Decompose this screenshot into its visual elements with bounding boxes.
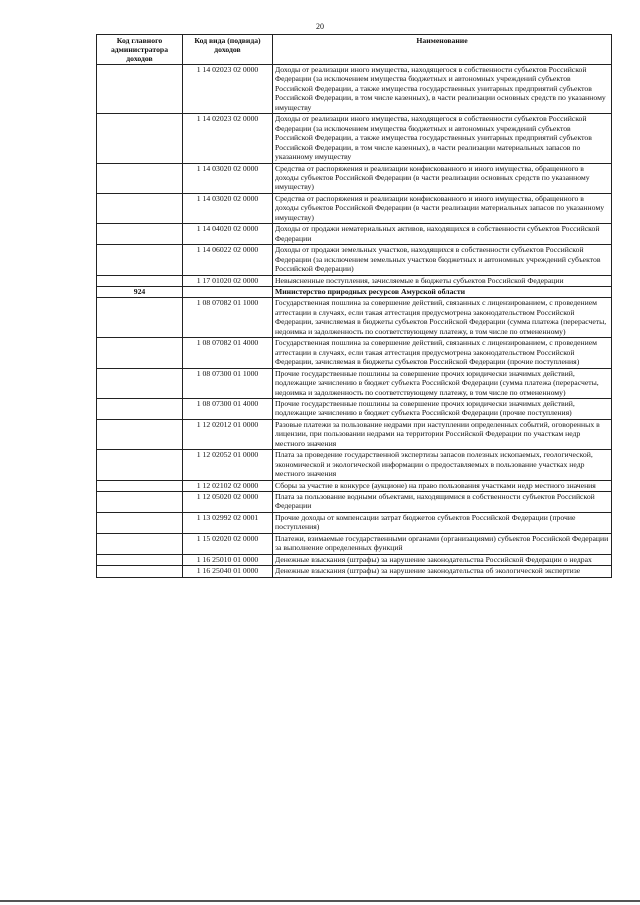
kind-code-cell: 1 12 05020 02 0000 [183,492,273,513]
kind-code-cell: 1 08 07300 01 1000 [183,368,273,398]
name-cell: Государственная пошлина за совершение действий, связанных с лицензированием, с проведением аттестации в случаях, если такая аттестация предусмотрена законодательством Российской Федерации, зачисляемая в бюджеты субъектов Российской Федерации (прочие поступления) [273,338,612,368]
kind-code-cell: 1 14 06022 02 0000 [183,245,273,275]
name-cell: Денежные взыскания (штрафы) за нарушение законодательства Российской Федерации о недрах [273,554,612,565]
name-cell: Государственная пошлина за совершение действий, связанных с лицензированием, с проведением аттестации в случаях, если такая аттестация предусмотрена законодательством Российской Федерации, зачисляемая в бюджеты субъектов Российской Федерации (сумма платежа (перерасчеты, недоимка и задолженность по соответствующему платежу, в том числе по отмененному) [273,298,612,338]
table-row [97,398,612,419]
admin-code-cell [97,163,183,193]
kind-code-cell: 1 14 04020 02 0000 [183,224,273,245]
admin-code-cell [97,298,183,338]
admin-code-cell [97,368,183,398]
name-cell: Доходы от реализации иного имущества, находящегося в собственности субъектов Российской Федерации (за исключением имущества бюджетных и автономных учреждений субъектов Российской Федерации, а также имущества государственных унитарных предприятий субъектов Российской Федерации, в том числе казенных), в части реализации материальных запасов по указанному имуществу [273,114,612,163]
admin-code-cell [97,114,183,163]
revenue-codes-table [96,34,612,578]
name-cell: Доходы от продажи нематериальных активов, находящихся в собственности субъектов Российской Федерации [273,224,612,245]
kind-code-cell: 1 08 07082 01 4000 [183,338,273,368]
table-row [97,566,612,577]
page-number: 20 [316,22,324,31]
table-row [97,419,612,449]
name-cell: Невыясненные поступления, зачисляемые в бюджеты субъектов Российской Федерации [273,275,612,286]
kind-code-cell: 1 13 02992 02 0001 [183,512,273,533]
table-row [97,533,612,554]
admin-code-cell [97,512,183,533]
kind-code-cell: 1 14 03020 02 0000 [183,163,273,193]
table-row [97,480,612,491]
name-cell: Платежи, взимаемые государственными органами (организациями) субъектов Российской Федерации за выполнение определенных функций [273,533,612,554]
name-cell: Разовые платежи за пользование недрами при наступлении определенных событий, оговоренных в лицензии, при пользовании недрами на территории Российской Федерации по участкам недр местного значения [273,419,612,449]
section-name-cell: Министерство природных ресурсов Амурской области [273,286,612,297]
name-cell: Средства от распоряжения и реализации конфискованного и иного имущества, обращенного в доходы субъектов Российской Федерации (в части реализации основных средств по указанному имуществу) [273,163,612,193]
kind-code-cell: 1 15 02020 02 0000 [183,533,273,554]
name-cell: Доходы от продажи земельных участков, находящихся в собственности субъектов Российской Федерации (за исключением земельных участков бюджетных и автономных учреждений субъектов Российской Федерации) [273,245,612,275]
kind-code-cell [183,286,273,297]
name-cell: Сборы за участие в конкурсе (аукционе) на право пользования участками недр местного значения [273,480,612,491]
table-row [97,163,612,193]
table-row [97,450,612,480]
name-cell: Плата за пользование водными объектами, находящимися в собственности субъектов Российской Федерации [273,492,612,513]
kind-code-cell: 1 14 02023 02 0000 [183,114,273,163]
admin-code-cell [97,450,183,480]
kind-code-cell: 1 16 25040 01 0000 [183,566,273,577]
name-cell: Прочие доходы от компенсации затрат бюджетов субъектов Российской Федерации (прочие поступления) [273,512,612,533]
admin-code-cell [97,533,183,554]
name-cell: Доходы от реализации иного имущества, находящегося в собственности субъектов Российской Федерации (за исключением имущества бюджетных и автономных учреждений субъектов Российской Федерации, а также имущества государственных унитарных предприятий субъектов Российской Федерации, в том числе казенных), в части реализации основных средств по указанному имуществу [273,65,612,114]
admin-code-cell [97,492,183,513]
table-header [97,35,612,65]
admin-code-cell [97,419,183,449]
admin-code-cell [97,338,183,368]
kind-code-cell: 1 16 25010 01 0000 [183,554,273,565]
kind-code-cell: 1 08 07082 01 1000 [183,298,273,338]
kind-code-cell: 1 14 03020 02 0000 [183,193,273,223]
admin-code-cell [97,398,183,419]
table-row [97,298,612,338]
table-row [97,338,612,368]
kind-code-cell: 1 08 07300 01 4000 [183,398,273,419]
admin-code-cell [97,193,183,223]
table-row [97,554,612,565]
name-cell: Средства от распоряжения и реализации конфискованного и иного имущества, обращенного в доходы субъектов Российской Федерации (в части реализации материальных запасов по указанному имуществу) [273,193,612,223]
name-cell: Денежные взыскания (штрафы) за нарушение законодательства об экологической экспертизе [273,566,612,577]
section-row [97,286,612,297]
kind-code-cell: 1 17 01020 02 0000 [183,275,273,286]
admin-code-cell: 924 [97,286,183,297]
kind-code-cell: 1 12 02102 02 0000 [183,480,273,491]
table-row [97,492,612,513]
header-kind-code: Код вида (подвида) доходов [183,35,273,65]
table-row [97,65,612,114]
admin-code-cell [97,224,183,245]
kind-code-cell: 1 12 02012 01 0000 [183,419,273,449]
name-cell: Прочие государственные пошлины за совершение прочих юридически значимых действий, подлежащие зачислению в бюджет субъекта Российской Федерации (сумма платежа (перерасчеты, недоимка и задолженность по соответствующему платежу, в том числе по отмененному) [273,368,612,398]
kind-code-cell: 1 14 02023 02 0000 [183,65,273,114]
admin-code-cell [97,245,183,275]
admin-code-cell [97,566,183,577]
table-row [97,245,612,275]
admin-code-cell [97,554,183,565]
table-row [97,512,612,533]
header-admin-code: Код главного администратора доходов [97,35,183,65]
name-cell: Прочие государственные пошлины за совершение прочих юридически значимых действий, подлежащие зачислению в бюджет субъекта Российской Федерации (прочие поступления) [273,398,612,419]
table-row [97,368,612,398]
kind-code-cell: 1 12 02052 01 0000 [183,450,273,480]
table-body [97,65,612,578]
table-row [97,114,612,163]
header-name: Наименование [273,35,612,65]
admin-code-cell [97,275,183,286]
table-row [97,193,612,223]
name-cell: Плата за проведение государственной экспертизы запасов полезных ископаемых, геологической, экономической и экологической информации о предоставляемых в пользование участках недр местного значения [273,450,612,480]
table-row [97,275,612,286]
bottom-rule [0,900,640,902]
header-row [97,35,612,65]
admin-code-cell [97,480,183,491]
table-row [97,224,612,245]
admin-code-cell [97,65,183,114]
